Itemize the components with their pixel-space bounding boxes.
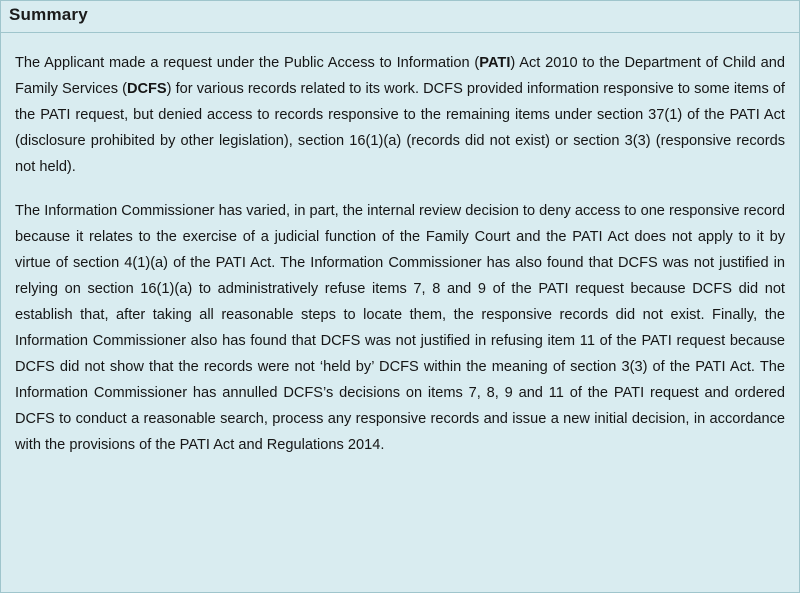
summary-paragraph-2 xyxy=(15,199,785,459)
text-run: ) for various records related to its work. DCFS provided information responsive to some items of the PATI request, but denied access to records responsive to the remaining items under section 37(1) of the PATI Act (disclosure prohibited by other legislation), section 16(1)(a) (records did not exist) or section 3(3) (responsive records not held). xyxy=(15,80,785,175)
text-run: The Information Commissioner has varied, in part, the internal review decision to deny access to one responsive record because it relates to the exercise of a judicial function of the Family Court and the PATI Act does not apply to it by virtue of section 4(1)(a) of the PATI Act. The Information Commissioner has also found that DCFS was not justified in relying on section 16(1)(a) to administratively refuse items 7, 8 and 9 of the PATI request because DCFS did not establish that, after taking all reasonable steps to locate them, the responsive records did not exist. Finally, the Information Commissioner also has found that DCFS was not justified in refusing item 11 of the PATI request because DCFS did not show that the records were not ‘held by’ DCFS within the meaning of section 3(3) of the PATI Act. The Information Commissioner has annulled DCFS’s decisions on items 7, 8, 9 and 11 of the PATI request and ordered DCFS to conduct a reasonable search, process any responsive records and issue a new initial decision, in accordance with the provisions of the PATI Act and Regulations 2014. xyxy=(15,202,785,453)
emphasis-term: PATI xyxy=(479,55,511,71)
summary-header xyxy=(1,1,799,33)
summary-paragraph-1 xyxy=(15,51,785,181)
summary-body xyxy=(1,33,799,459)
emphasis-term: DCFS xyxy=(126,80,167,97)
page-title: Summary xyxy=(9,5,88,24)
text-run: The Applicant made a request under the Public Access to Information ( xyxy=(15,55,480,71)
text-run: ) Act 2010 to the Department of Child and Family Services ( xyxy=(15,55,785,97)
